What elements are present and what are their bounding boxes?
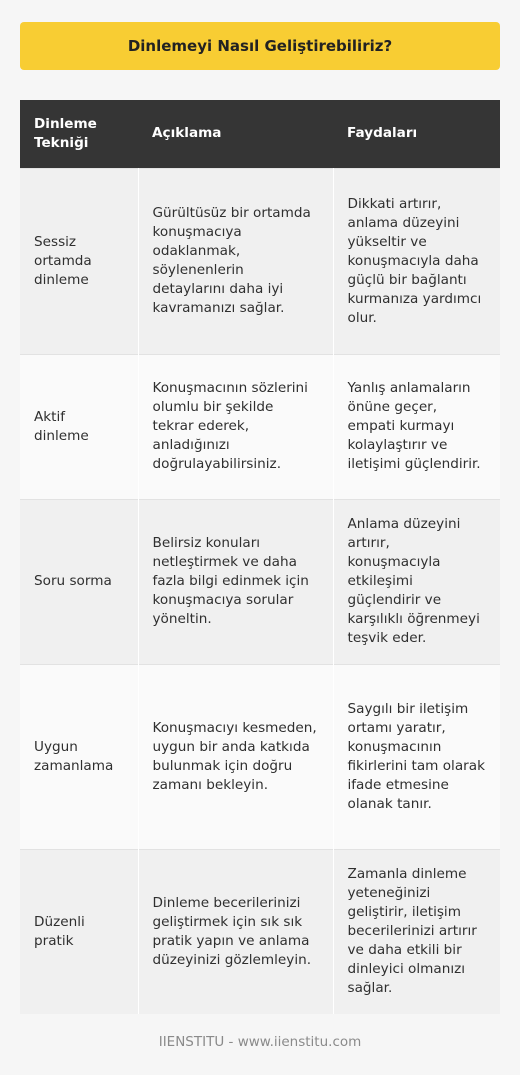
benefits-cell: Saygılı bir iletişim ortamı yaratır, konuşmacının fikirlerini tam olarak ifade etmesine olanak tanır.	[333, 664, 500, 849]
description-cell: Belirsiz konuları netleştirmek ve daha fazla bilgi edinmek için konuşmacıya sorular yöneltin.	[138, 499, 333, 664]
benefits-cell: Zamanla dinleme yeteneğinizi geliştirir, iletişim becerilerinizi artırır ve daha etkili bir dinleyici olmanızı sağlar.	[333, 849, 500, 1014]
technique-cell: Uygun zamanlama	[20, 664, 138, 849]
benefits-cell: Anlama düzeyini artırır, konuşmacıyla etkileşimi güçlendirir ve karşılıklı öğrenmeyi teşvik eder.	[333, 499, 500, 664]
benefits-cell: Yanlış anlamaların önüne geçer, empati kurmayı kolaylaştırır ve iletişimi güçlendirir.	[333, 354, 500, 499]
table-row	[20, 664, 500, 849]
technique-cell: Düzenli pratik	[20, 849, 138, 1014]
table-row	[20, 849, 500, 1014]
technique-cell: Aktif dinleme	[20, 354, 138, 499]
footer-credit: IIENSTITU - www.iienstitu.com	[158, 1034, 362, 1050]
table-row	[20, 168, 500, 354]
table-row	[20, 354, 500, 499]
column-header-benefits: Faydaları	[333, 100, 500, 168]
column-header-description: Açıklama	[138, 100, 333, 168]
table-row	[20, 499, 500, 664]
description-cell: Konuşmacıyı kesmeden, uygun bir anda katkıda bulunmak için doğru zamanı bekleyin.	[138, 664, 333, 849]
description-cell: Konuşmacının sözlerini olumlu bir şekilde tekrar ederek, anladığınızı doğrulayabilirsiniz.	[138, 354, 333, 499]
benefits-cell: Dikkati artırır, anlama düzeyini yükseltir ve konuşmacıyla daha güçlü bir bağlantı kurmanıza yardımcı olur.	[333, 168, 500, 354]
table-header-row	[20, 100, 500, 168]
listening-techniques-table	[20, 100, 500, 1014]
description-cell: Dinleme becerilerinizi geliştirmek için sık sık pratik yapın ve anlama düzeyinizi gözlemleyin.	[138, 849, 333, 1014]
technique-cell: Sessiz ortamda dinleme	[20, 168, 138, 354]
page-title: Dinlemeyi Nasıl Geliştirebiliriz?	[20, 22, 500, 70]
column-header-technique: Dinleme Tekniği	[20, 100, 138, 168]
technique-cell: Soru sorma	[20, 499, 138, 664]
description-cell: Gürültüsüz bir ortamda konuşmacıya odaklanmak, söylenenlerin detaylarını daha iyi kavramanızı sağlar.	[138, 168, 333, 354]
